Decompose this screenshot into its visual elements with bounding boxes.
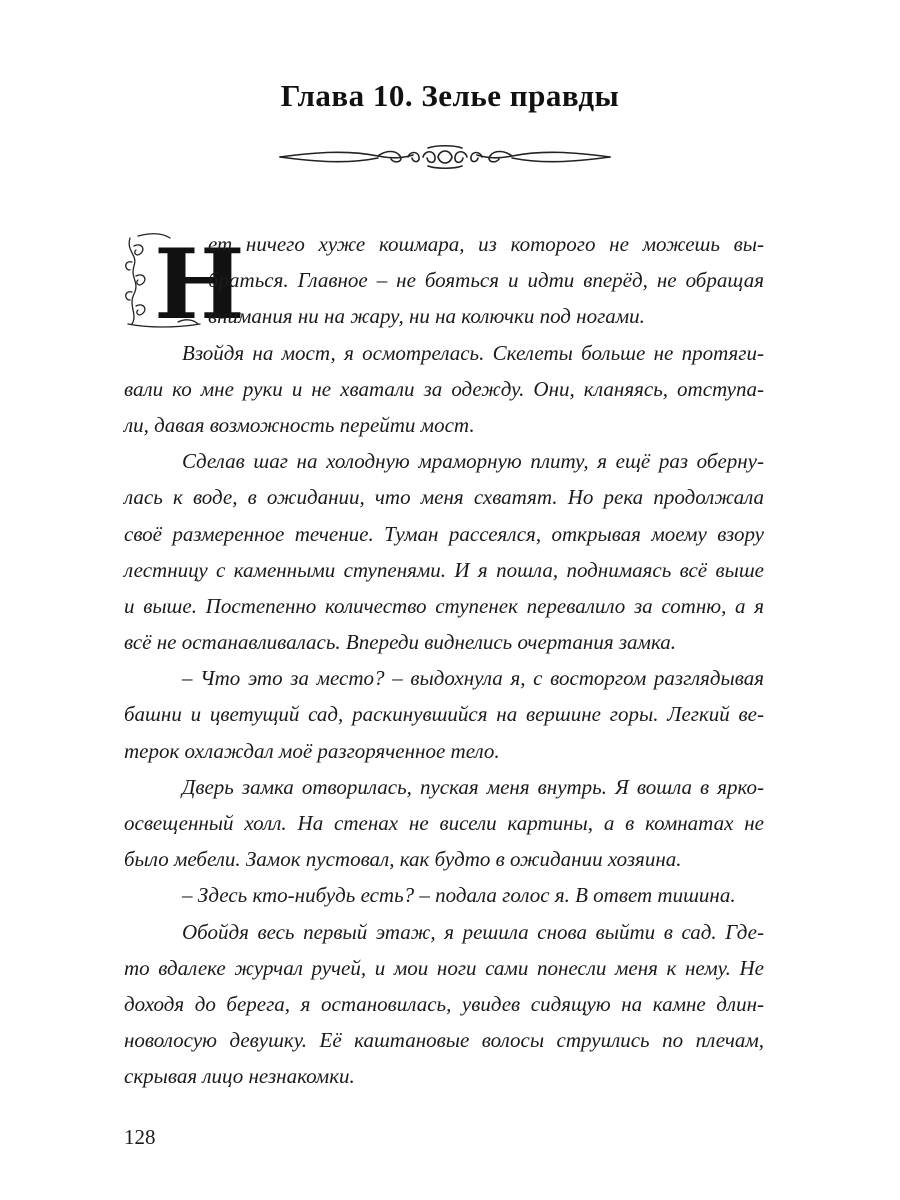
chapter-body: [124, 226, 764, 1095]
text-line: терок охлаждал моё разгоряченное тело.: [124, 738, 500, 763]
text-line: лась к воде, в ожидании, что меня схватят. Но река продолжала: [124, 485, 764, 510]
text-line: Обойдя весь первый этаж, я решила снова выйти в сад. Где-: [182, 919, 764, 944]
dropcap-letter: Н: [154, 228, 245, 341]
chapter-title: Глава 10. Зелье правды: [280, 78, 620, 113]
text-line: Сделав шаг на холодную мраморную плиту, я ещё раз оберну-: [182, 449, 764, 474]
text-line: браться. Главное – не бояться и идти вперёд, не обращая: [208, 268, 764, 293]
text-line: доходя до берега, я остановилась, увидев сидящую на камне длин-: [124, 991, 764, 1016]
text-line: внимания ни на жару, ни на колючки под ногами.: [208, 304, 645, 329]
text-line: – Здесь кто-нибудь есть? – подала голос я. В ответ тишина.: [182, 883, 736, 908]
text-line: всё не останавливалась. Впереди виднелись очертания замка.: [124, 630, 676, 655]
text-line: то вдалеке журчал ручей, и мои ноги сами понесли меня к нему. Не: [124, 955, 764, 980]
text-line: своё размеренное течение. Туман рассеялся, открывая моему взору: [124, 521, 764, 546]
text-line: ли, давая возможность перейти мост.: [124, 412, 475, 437]
text-line: лестницу с каменными ступенями. И я пошла, поднимаясь всё выше: [124, 557, 764, 582]
text-line: ет ничего хуже кошмара, из которого не можешь вы-: [208, 232, 764, 256]
text-line: и выше. Постепенно количество ступенек перевалило за сотню, а я: [124, 593, 764, 618]
text-line: Дверь замка отворилась, пуская меня внутрь. Я вошла в ярко-: [182, 774, 764, 799]
text-line: скрывая лицо незнакомки.: [124, 1064, 355, 1089]
page-number: 128: [124, 1125, 156, 1149]
text-line: освещенный холл. На стенах не висели картины, а в комнатах не: [124, 811, 764, 835]
text-line: новолосую девушку. Её каштановые волосы струились по плечам,: [124, 1028, 764, 1053]
text-line: – Что это за место? – выдохнула я, с восторгом разглядывая: [182, 666, 764, 691]
flourish-divider-icon: [278, 140, 612, 174]
text-line: было мебели. Замок пустовал, как будто в ожидании хозяина.: [124, 847, 682, 872]
text-line: Взойдя на мост, я осмотрелась. Скелеты больше не протяги-: [182, 340, 764, 365]
text-line: башни и цветущий сад, раскинувшийся на вершине горы. Легкий ве-: [124, 702, 764, 727]
text-line: вали ко мне руки и не хватали за одежду. Они, кланяясь, отступа-: [124, 376, 764, 401]
